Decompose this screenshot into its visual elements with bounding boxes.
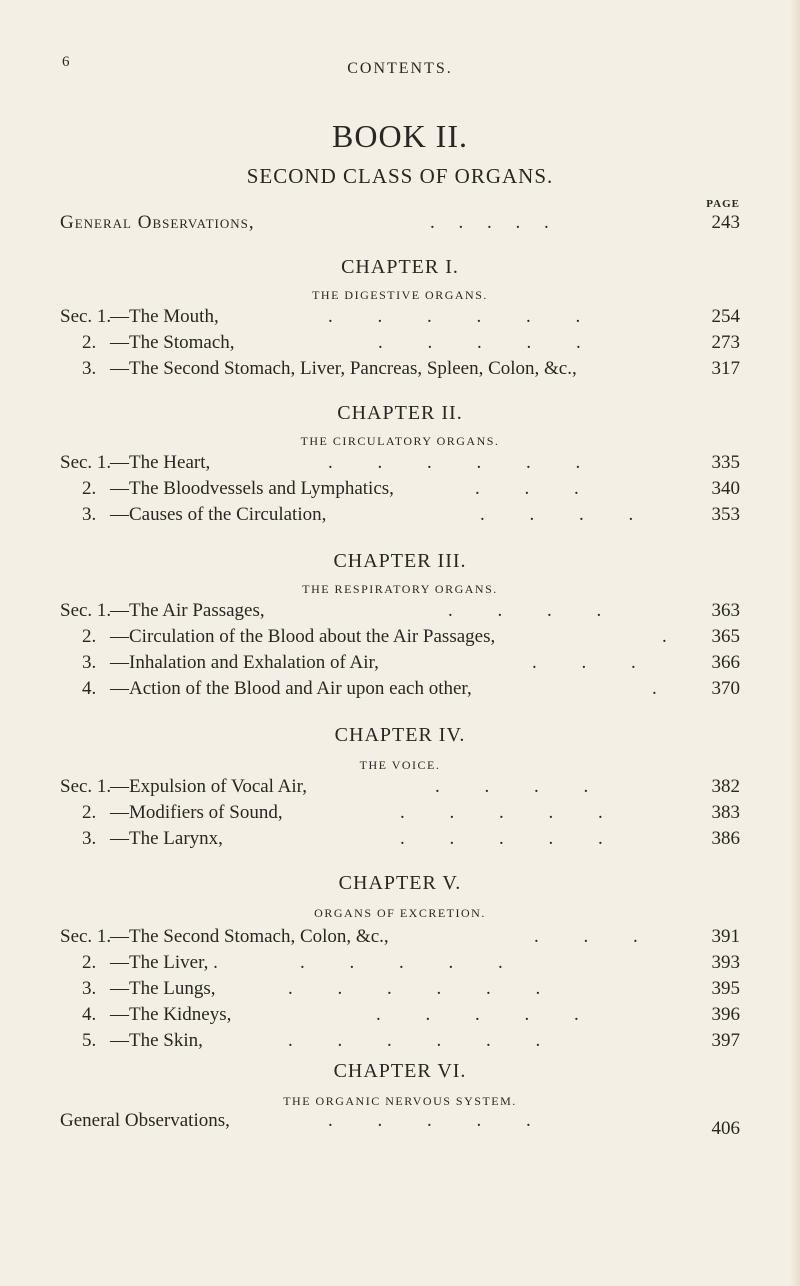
- section-page: 397: [711, 1030, 740, 1051]
- book-title: BOOK II.: [332, 118, 468, 154]
- section-page: 386: [711, 828, 740, 849]
- leader-dots: . . .: [532, 652, 636, 673]
- section-title: —Causes of the Circulation,: [110, 504, 327, 525]
- section-label: 3.: [82, 978, 97, 999]
- section-title: —Action of the Blood and Air upon each other,: [110, 678, 472, 699]
- section-label: 3.: [82, 828, 97, 849]
- leader-dots: .: [662, 626, 667, 647]
- section-page: 254: [711, 306, 740, 327]
- section-page: 382: [711, 776, 740, 797]
- section-title: —Inhalation and Exhalation of Air,: [110, 652, 379, 673]
- section-page: 370: [711, 678, 740, 699]
- section-label: 2.: [82, 332, 97, 353]
- chapter-subtitle: THE RESPIRATORY ORGANS.: [302, 582, 498, 596]
- chapter-heading: CHAPTER VI.: [333, 1060, 467, 1082]
- leader-dots: . . .: [534, 926, 638, 947]
- chapter-subtitle: THE DIGESTIVE ORGANS.: [312, 288, 488, 302]
- chapter-subtitle: THE ORGANIC NERVOUS SYSTEM.: [283, 1094, 517, 1108]
- section-title: —Modifiers of Sound,: [110, 802, 283, 823]
- section-title: —The Larynx,: [110, 828, 223, 849]
- page-column-label: PAGE: [706, 198, 740, 210]
- section-page: 273: [711, 332, 740, 353]
- chapter-subtitle: THE CIRCULATORY ORGANS.: [300, 434, 500, 448]
- section-page: 363: [711, 600, 740, 621]
- section-label: 2.: [82, 478, 97, 499]
- chapter-heading: CHAPTER I.: [341, 256, 459, 278]
- section-label: Sec. 1.: [60, 306, 112, 327]
- section-page: 353: [711, 504, 740, 525]
- section-title: —The Bloodvessels and Lymphatics,: [110, 478, 394, 499]
- section-label: 3.: [82, 358, 97, 379]
- leader-dots: . . . . .: [378, 332, 581, 353]
- leader-dots: . . . . . .: [288, 1030, 541, 1051]
- leader-dots: . . . . .: [430, 212, 549, 233]
- leader-dots: . . . . .: [328, 1110, 531, 1131]
- section-page: 335: [711, 452, 740, 473]
- section-label: 4.: [82, 678, 97, 699]
- section-label: Sec. 1.: [60, 776, 112, 797]
- chapter-heading: CHAPTER IV.: [334, 724, 466, 746]
- section-label: Sec. 1.: [60, 926, 112, 947]
- section-title: —Expulsion of Vocal Air,: [110, 776, 307, 797]
- section-label: 3.: [82, 652, 97, 673]
- section-label: 5.: [82, 1030, 97, 1051]
- section-title: —The Skin,: [110, 1030, 203, 1051]
- leader-dots: . . . . .: [300, 952, 503, 973]
- section-title: —The Stomach,: [110, 332, 235, 353]
- section-label: 2.: [82, 802, 97, 823]
- section-title: —The Second Stomach, Liver, Pancreas, Spleen, Colon, &c.,: [110, 358, 577, 379]
- section-page: 365: [711, 626, 740, 647]
- section-page: 395: [711, 978, 740, 999]
- page-number: 6: [62, 54, 70, 70]
- leader-dots: . . . .: [480, 504, 634, 525]
- chapter-heading: CHAPTER III.: [333, 550, 467, 572]
- leader-dots: . . . . . .: [288, 978, 541, 999]
- section-page: 391: [711, 926, 740, 947]
- leader-dots: . . .: [475, 478, 579, 499]
- section-label: 2.: [82, 626, 97, 647]
- section-page: 366: [711, 652, 740, 673]
- chapter-heading: CHAPTER V.: [338, 872, 462, 894]
- class-heading: SECOND CLASS OF ORGANS.: [246, 164, 554, 188]
- chapter-subtitle: ORGANS OF EXCRETION.: [314, 906, 486, 920]
- section-title: —The Liver, .: [110, 952, 218, 973]
- leader-dots: . . . .: [435, 776, 589, 797]
- running-head: CONTENTS.: [347, 60, 453, 77]
- leader-dots: . . . .: [448, 600, 602, 621]
- section-title: —The Lungs,: [110, 978, 216, 999]
- section-page: 406: [711, 1118, 740, 1139]
- section-label: Sec. 1.: [60, 600, 112, 621]
- leader-dots: . . . . .: [400, 828, 603, 849]
- section-label: 4.: [82, 1004, 97, 1025]
- section-page: 393: [711, 952, 740, 973]
- section-page: 383: [711, 802, 740, 823]
- chapter-heading: CHAPTER II.: [337, 402, 463, 424]
- section-page: 340: [711, 478, 740, 499]
- entry-title: General Observations,: [60, 212, 255, 233]
- leader-dots: . . . . . .: [328, 452, 581, 473]
- leader-dots: . . . . . .: [328, 306, 581, 327]
- section-label: Sec. 1.: [60, 452, 112, 473]
- leader-dots: . . . . .: [400, 802, 603, 823]
- section-title: —The Air Passages,: [110, 600, 265, 621]
- section-title: —Circulation of the Blood about the Air Passages,: [110, 626, 496, 647]
- chapter-subtitle: THE VOICE.: [359, 758, 441, 772]
- leader-dots: . . . . .: [376, 1004, 579, 1025]
- section-page: 396: [711, 1004, 740, 1025]
- section-label: 2.: [82, 952, 97, 973]
- leader-dots: .: [652, 678, 657, 699]
- entry-page: 243: [711, 212, 740, 233]
- section-title: General Observations,: [60, 1110, 230, 1131]
- section-title: —The Kidneys,: [110, 1004, 232, 1025]
- section-title: —The Second Stomach, Colon, &c.,: [110, 926, 389, 947]
- section-label: 3.: [82, 504, 97, 525]
- page-edge: [790, 0, 800, 1286]
- section-title: —The Heart,: [110, 452, 211, 473]
- section-page: 317: [711, 358, 740, 379]
- section-title: —The Mouth,: [110, 306, 219, 327]
